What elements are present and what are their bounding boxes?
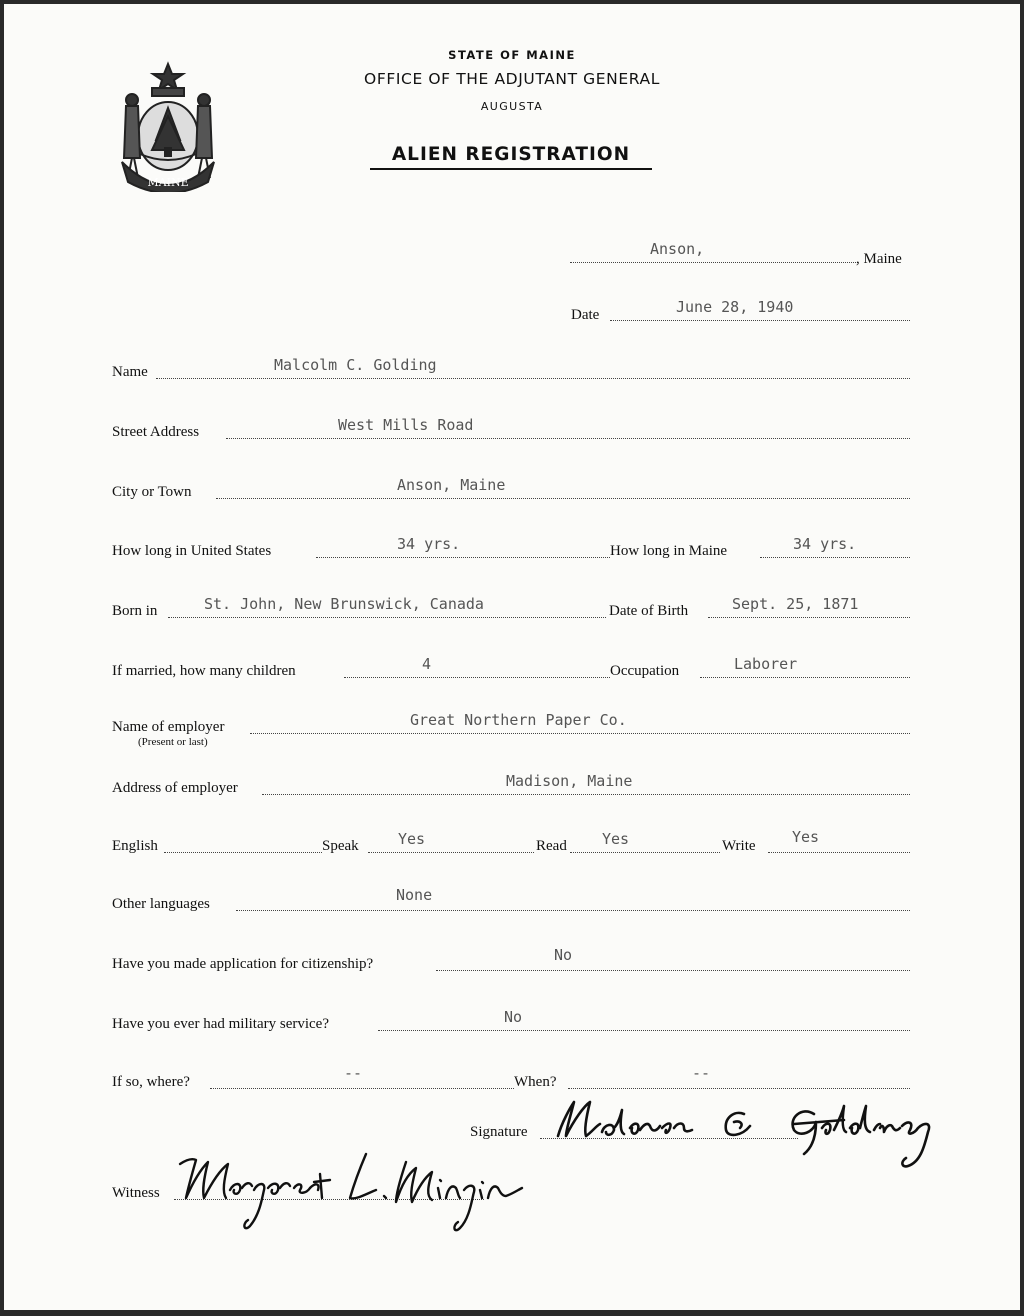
street-line (226, 438, 910, 439)
signature-handwriting (544, 1092, 944, 1168)
write-value[interactable]: Yes (792, 828, 820, 846)
form-title: ALIEN REGISTRATION (370, 144, 652, 170)
children-value[interactable]: 4 (422, 655, 432, 673)
signature-label: Signature (470, 1124, 528, 1140)
name-value[interactable]: Malcolm C. Golding (274, 356, 437, 374)
where-line (210, 1088, 514, 1089)
read-line (570, 852, 720, 853)
military-line (378, 1030, 910, 1031)
dob-label: Date of Birth (609, 603, 689, 619)
us-time-line (316, 557, 610, 558)
employer-address-value[interactable]: Madison, Maine (506, 772, 633, 790)
maine-time-label: How long in Maine (610, 543, 728, 559)
street-label: Street Address (112, 424, 200, 440)
city-value[interactable]: Anson, Maine (397, 476, 506, 494)
place-line (570, 262, 858, 263)
city-label: City or Town (112, 484, 192, 500)
form-page (4, 4, 1020, 1310)
date-value[interactable]: June 28, 1940 (676, 298, 794, 316)
occupation-line (700, 677, 910, 678)
citizenship-line (436, 970, 910, 971)
city-line (216, 498, 910, 499)
seal-text: MAINE (147, 176, 189, 189)
occupation-value[interactable]: Laborer (734, 655, 798, 673)
born-line (168, 617, 606, 618)
english-line (164, 852, 322, 853)
military-label: Have you ever had military service? (112, 1016, 329, 1032)
english-label: English (112, 838, 158, 854)
street-value[interactable]: West Mills Road (338, 416, 474, 434)
dob-value[interactable]: Sept. 25, 1871 (732, 595, 859, 613)
us-time-label: How long in United States (112, 543, 272, 559)
occupation-label: Occupation (610, 663, 680, 679)
when-value[interactable]: -- (692, 1064, 711, 1082)
children-line (344, 677, 610, 678)
header-city: AUGUSTA (480, 100, 544, 113)
date-label: Date (571, 307, 600, 323)
maine-time-value[interactable]: 34 yrs. (793, 535, 857, 553)
other-languages-label: Other languages (112, 896, 210, 912)
when-label: When? (514, 1074, 557, 1090)
speak-label: Speak (322, 838, 359, 854)
employer-label: Name of employer (112, 719, 225, 735)
read-value[interactable]: Yes (602, 830, 630, 848)
header-office: OFFICE OF THE ADJUTANT GENERAL (364, 70, 660, 88)
employer-sublabel: (Present or last) (138, 736, 208, 748)
children-label: If married, how many children (112, 663, 296, 679)
place-value[interactable]: Anson, (650, 240, 705, 258)
write-label: Write (722, 838, 756, 854)
employer-address-label: Address of employer (112, 780, 238, 796)
read-label: Read (536, 838, 567, 854)
where-label: If so, where? (112, 1074, 190, 1090)
citizenship-value[interactable]: No (554, 946, 573, 964)
name-label: Name (112, 364, 148, 380)
us-time-value[interactable]: 34 yrs. (397, 535, 461, 553)
dob-line (708, 617, 910, 618)
other-languages-line (236, 910, 910, 911)
speak-line (368, 852, 534, 853)
speak-value[interactable]: Yes (398, 830, 426, 848)
name-line (156, 378, 910, 379)
when-line (568, 1088, 910, 1089)
employer-address-line (262, 794, 910, 795)
witness-text: Margaret L. Mingin (170, 1144, 178, 1145)
other-languages-value[interactable]: None (396, 886, 433, 904)
date-line (610, 320, 910, 321)
place-suffix: , Maine (856, 251, 902, 267)
where-value[interactable]: -- (344, 1064, 363, 1082)
header-state: STATE OF MAINE (448, 48, 576, 62)
maine-time-line (760, 557, 910, 558)
born-label: Born in (112, 603, 158, 619)
employer-value[interactable]: Great Northern Paper Co. (410, 711, 627, 729)
citizenship-label: Have you made application for citizenship? (112, 956, 374, 972)
write-line (768, 852, 910, 853)
witness-label: Witness (112, 1185, 160, 1201)
born-value[interactable]: St. John, New Brunswick, Canada (204, 595, 484, 613)
signature-text: Malcolm C Golding (544, 1092, 553, 1093)
military-value[interactable]: No (504, 1008, 523, 1026)
witness-handwriting (170, 1144, 540, 1238)
employer-line (250, 733, 910, 734)
